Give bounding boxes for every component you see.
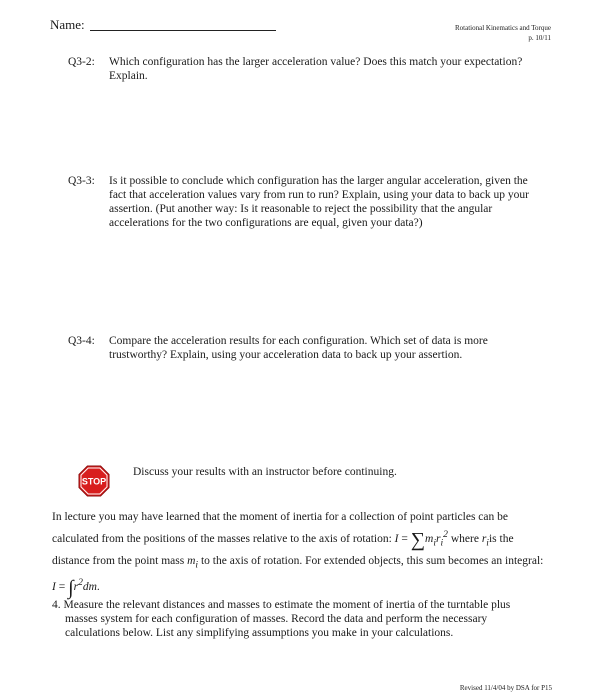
question-text: Is it possible to conclude which configuration has the larger angular acceleration, given the fact that acceleration values vary from run to run? Explain, using your data to back up your assertion. (Put another way: Is it reasonable to reject the possibility that the angular accelerations for the two configurations are equal, given your data?) [109, 175, 529, 229]
question-text: Compare the acceleration results for each configuration. Which set of data is more trustworthy? Explain, using your acceleration data to back up your assertion. [109, 335, 488, 361]
question-number: Q3-3: [68, 175, 95, 187]
question-number: Q3-4: [68, 335, 95, 347]
inertia-formula-sum: $I = \sum m_ir_i^2$ [394, 528, 448, 551]
task-text: Measure the relevant distances and masses to estimate the moment of inertia of the turntable plus masses system for each configuration of masses. Record the data and perform the necessary calculations below. List any simplifying assumptions you make in your calculations. [63, 599, 511, 639]
question-q3-4 [68, 334, 538, 362]
stop-sign-icon [78, 465, 110, 497]
question-number: Q3-2: [68, 56, 95, 68]
document-header [455, 23, 551, 43]
inertia-paragraph: In lecture you may have learned that the moment of inertia for a collection of point particles can be calculated from the positions of the masses relative to the axis of rotation: $I = \sum m_ir_i^2$ where $r_iis$ the distance from the point mass $m_i$ to the axis of rotation. For extended objects, this sum becomes an integral: $I = \int r^2dm$. [52, 511, 544, 600]
mass-variable: $m_i$ [187, 555, 199, 571]
question-text: Which configuration has the larger acceleration value? Does this match your expectation? Explain. [109, 56, 523, 82]
task-item-4 [52, 598, 544, 640]
stop-sign-label: STOP [81, 476, 107, 487]
task-number: 4. [52, 599, 61, 611]
inertia-formula-integral: $I = \int r^2dm$ [52, 577, 97, 600]
revision-footer: Revised 11/4/04 by DSA for P15 [459, 684, 552, 692]
page-number: p. 10/11 [528, 34, 551, 42]
question-q3-3 [68, 174, 538, 230]
stop-instruction: Discuss your results with an instructor before continuing. [133, 466, 397, 478]
name-label: Name: [50, 17, 85, 32]
question-q3-2 [68, 55, 538, 83]
name-blank-line [90, 30, 276, 31]
inertia-intro: In lecture you may have learned that the moment of inertia for a collection of point particles can be calculated from the positions of the masses relative to the axis of rotation: [52, 511, 508, 545]
document-title: Rotational Kinematics and Torque [455, 24, 551, 32]
